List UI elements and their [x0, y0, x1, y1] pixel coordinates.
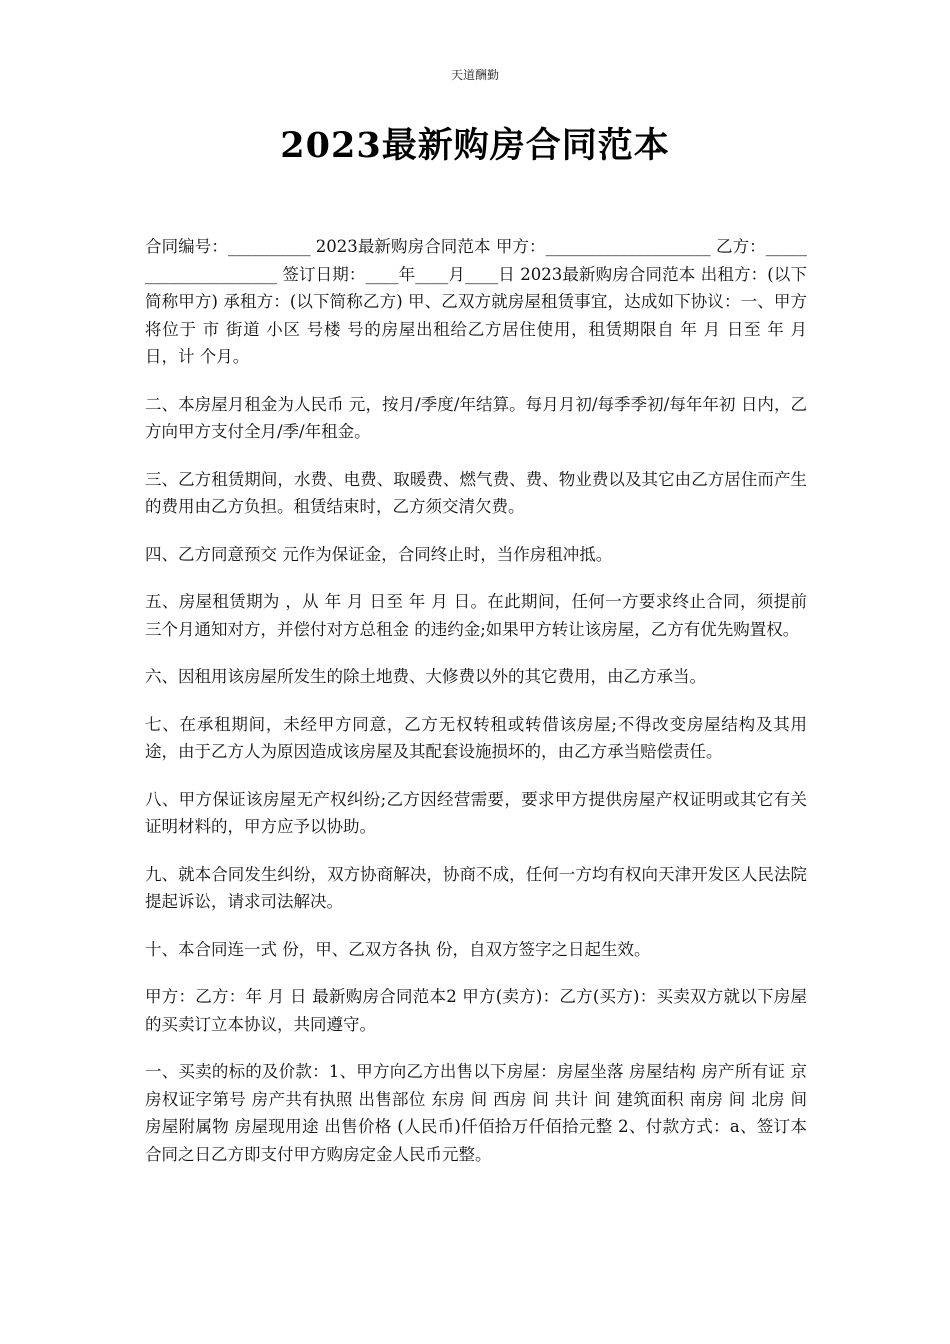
paragraph-8: 八、甲方保证该房屋无产权纠纷;乙方因经营需要，要求甲方提供房屋产权证明或其它有关证明材料的，甲方应予以协助。 [145, 789, 807, 836]
paragraph-3: 三、乙方租赁期间，水费、电费、取暖费、燃气费、费、物业费以及其它由乙方居住而产生的费用由乙方负担。租赁结束时，乙方须交清欠费。 [145, 469, 807, 516]
paragraph-intro: 合同编号：__________ 2023最新购房合同范本 甲方：____________________ 乙方：_____________________ 签订日期：____年____月____日 2023最新购房合同范本 出租方：(以下简称甲方) 承租方：(以下简称乙方) 甲、乙双方就房屋租赁事宜，达成如下协议：一、甲方将位于 市 街道 小区 号楼 号的房屋出租给乙方居住使用，租赁期限自 年 月 日至 年 月 日，计 个月。 [145, 237, 813, 366]
paragraph-signature: 甲方：乙方：年 月 日 最新购房合同范本2 甲方(卖方)：乙方(买方)：买卖双方就以下房屋的买卖订立本协议，共同遵守。 [145, 987, 807, 1034]
paragraph-9: 九、就本合同发生纠纷，双方协商解决，协商不成，任何一方均有权向天津开发区人民法院提起诉讼，请求司法解决。 [145, 864, 807, 911]
paragraph-6: 六、因租用该房屋所发生的除土地费、大修费以外的其它费用，由乙方承当。 [145, 667, 706, 686]
paragraph-sale-terms: 一、买卖的标的及价款：1、甲方向乙方出售以下房屋：房屋坐落 房屋结构 房产所有证 京房权证字第号 房产共有执照 出售部位 东房 间 西房 间 共计 间 建筑面积 南房 间 北房 间 房屋附属物 房屋现用途 出售价格 (人民币)仟佰拾万仟佰拾元整 2、付款方式：a、签订本合同之日乙方即支付甲方购房定金人民币元整。 [145, 1062, 813, 1164]
running-header: 天道酬勤 [450, 68, 499, 82]
paragraph-7: 七、在承租期间，未经甲方同意，乙方无权转租或转借该房屋;不得改变房屋结构及其用途，由于乙方人为原因造成该房屋及其配套设施损坏的，由乙方承当赔偿责任。 [145, 714, 807, 761]
paragraph-5: 五、房屋租赁期为 ，从 年 月 日至 年 月 日。在此期间，任何一方要求终止合同，须提前三个月通知对方，并偿付对方总租金 的违约金;如果甲方转让该房屋，乙方有优先购置权。 [145, 592, 807, 639]
paragraph-2: 二、本房屋月租金为人民币 元，按月/季度/年结算。每月月初/每季季初/每年年初 日内，乙方向甲方支付全月/季/年租金。 [145, 394, 807, 441]
document-body [145, 233, 813, 1188]
paragraph-4: 四、乙方同意预交 元作为保证金，合同终止时，当作房租冲抵。 [145, 544, 613, 564]
paragraph-10: 十、本合同连一式 份，甲、乙双方各执 份，自双方签字之日起生效。 [145, 939, 651, 959]
document-title: 2023最新购房合同范本 [280, 125, 670, 166]
